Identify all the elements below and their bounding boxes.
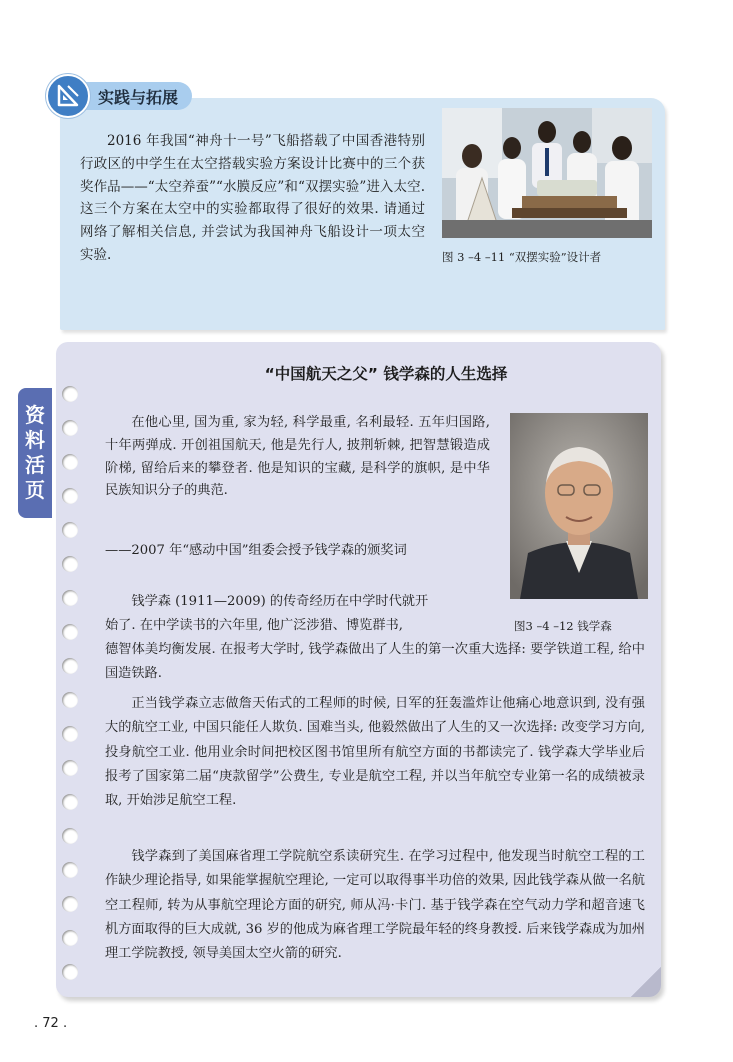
binder-ring bbox=[62, 692, 78, 708]
page-number: . 72 . bbox=[34, 1016, 68, 1031]
practice-header bbox=[46, 76, 192, 116]
binder-ring bbox=[62, 590, 78, 606]
practice-figure-caption: 图 3 –4 –11 “双摆实验”设计者 bbox=[442, 250, 602, 264]
resource-tab-char: 活 bbox=[25, 453, 45, 477]
practice-heading: 实践与拓展 bbox=[74, 82, 192, 110]
resource-tab-char: 料 bbox=[25, 428, 45, 452]
paragraph-1-rest: 德智体美均衡发展. 在报考大学时, 钱学森做出了人生的第一次重大选择: 要学铁道工程, 给中国造铁路. bbox=[105, 642, 645, 682]
qian-xuesen-portrait bbox=[510, 413, 648, 599]
binder-ring bbox=[62, 522, 78, 538]
binder-ring bbox=[62, 862, 78, 878]
binder-ring bbox=[62, 896, 78, 912]
paragraph-2: 正当钱学森立志做詹天佑式的工程师的时候, 日军的狂轰滥炸让他痛心地意识到, 没有强大的航空工业, 中国只能任人欺负. 国难当头, 他毅然做出了人生的又一次选择: 改变学习方向, 投身航空工业. 他用业余时间把校区图书馆里所有航空方面的书都读完了. 钱学森大学毕业后报考了国家第二届“庚款留学”公费生, 专业是航空工程, 并以当年航空专业第一名的成绩被录取, 开始涉足航空工程. bbox=[105, 696, 645, 809]
binder-ring bbox=[62, 964, 78, 980]
binder-ring bbox=[62, 454, 78, 470]
binder-ring bbox=[62, 828, 78, 844]
paragraph-3: 钱学森到了美国麻省理工学院航空系读研究生. 在学习过程中, 他发现当时航空工程的工作缺少理论指导, 如果能掌握航空理论, 一定可以取得事半功倍的效果, 因此钱学森从做一名航空工程师, 转为从事航空理论方面的研究, 师从冯·卡门. 基于钱学森在空气动力学和超音速飞机方面取得的巨大成就, 36 岁的他成为麻省理工学院最年轻的终身教授. 后来钱学森成为加州理工学院教授, 领导美国太空火箭的研究. bbox=[105, 849, 645, 962]
resource-title: “中国航天之父” 钱学森的人生选择 bbox=[264, 365, 508, 383]
resource-tab bbox=[18, 388, 52, 518]
binder-ring bbox=[62, 794, 78, 810]
practice-photo bbox=[442, 108, 652, 238]
resource-tab-char: 页 bbox=[25, 478, 45, 502]
binder-ring bbox=[62, 930, 78, 946]
award-quote: 在他心里, 国为重, 家为轻, 科学最重, 名利最轻. 五年归国路, 十年两弹成. 开创祖国航天, 他是先行人, 披荆斩棘, 把智慧锻造成阶梯, 留给后来的攀登者. 他是知识的宝藏, 是科学的旗帜, 是中华民族知识分子的典范. bbox=[105, 415, 490, 499]
portrait-caption: 图3 –4 –12 钱学森 bbox=[514, 619, 612, 633]
binder-ring bbox=[62, 760, 78, 776]
paragraph-1-line-1: 钱学森 (1911—2009) 的传奇经历在中学时代就开 bbox=[131, 594, 429, 609]
practice-body: 2016 年我国“神舟十一号”飞船搭载了中国香港特别行政区的中学生在太空搭载实验方案设计比赛中的三个获奖作品——“太空养蚕”“水膜反应”和“双摆实验”进入太空. 这三个方案在太空中的实验都取得了很好的效果. 请通过网络了解相关信息, 并尝试为我国神舟飞船设计一项太空实验. bbox=[80, 133, 425, 263]
binder-ring bbox=[62, 488, 78, 504]
binder-ring bbox=[62, 420, 78, 436]
ruler-triangle-icon bbox=[46, 74, 90, 118]
binder-ring bbox=[62, 726, 78, 742]
resource-tab-char: 资 bbox=[25, 403, 45, 427]
binder-ring bbox=[62, 624, 78, 640]
binder-ring bbox=[62, 386, 78, 402]
binder-ring bbox=[62, 556, 78, 572]
binder-ring bbox=[62, 658, 78, 674]
quote-source: ——2007 年“感动中国”组委会授予钱学森的颁奖词 bbox=[105, 543, 407, 558]
paragraph-1-line-2: 始了. 在中学读书的六年里, 他广泛涉猎、博览群书, bbox=[105, 618, 403, 633]
